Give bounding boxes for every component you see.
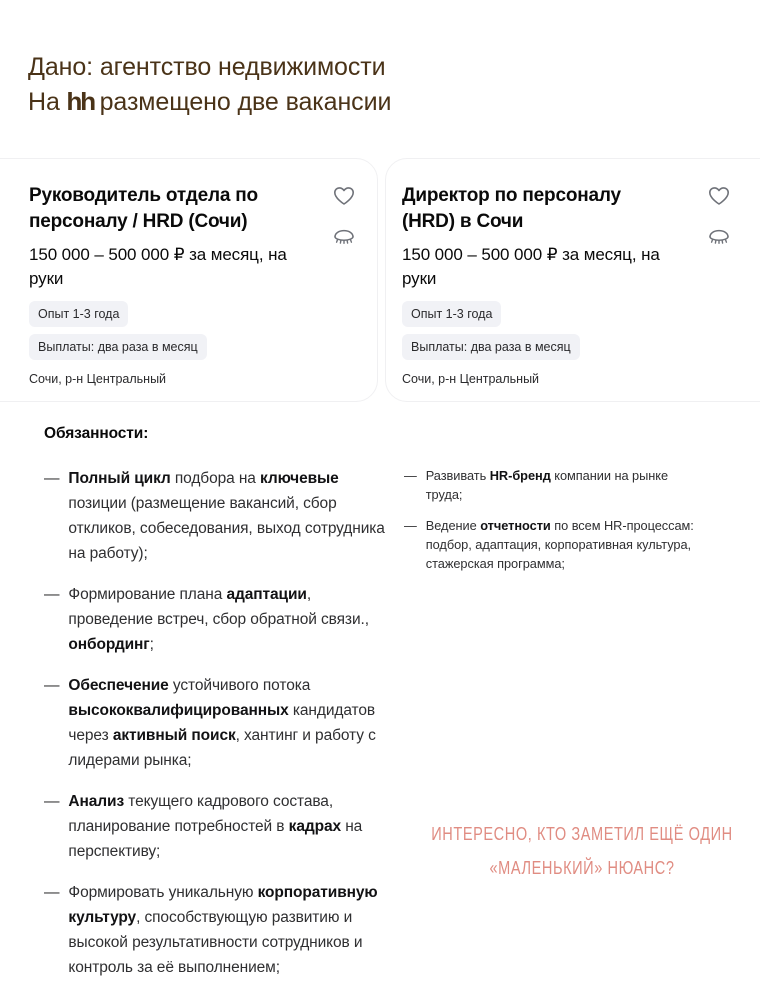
- vacancy-card-2-content: [386, 159, 760, 401]
- responsibilities-left-column: [44, 466, 396, 996]
- vacancy-title[interactable]: Директор по персоналу (HRD) в Сочи: [402, 185, 621, 232]
- annotation-line-1: ИНТЕРЕСНО, КТО ЗАМЕТИЛ ЕЩЁ ОДИН: [431, 824, 733, 845]
- hh-logo: hh: [65, 88, 94, 116]
- vacancy-card-1-actions: [331, 183, 357, 249]
- vacancy-location: Сочи, р-н Центральный: [402, 372, 540, 386]
- bullet-dash: —: [44, 470, 60, 487]
- bullet-text: Ведение отчетности по всем HR-процессам: подбор, адаптация, корпоративная культура, стажерская программа;: [425, 518, 694, 571]
- vacancy-location: Сочи, р-н Центральный: [29, 372, 167, 386]
- page-header: [28, 50, 391, 120]
- annotation-line-2: «МАЛЕНЬКИЙ» НЮАНС?: [489, 858, 675, 879]
- heart-icon[interactable]: [331, 183, 357, 209]
- responsibility-left-item: [44, 673, 396, 773]
- bullet-text: Обеспечение устойчивого потока высококвалифицированных кандидатов через активный поиск, хантинг и работу с лидерами рынка;: [68, 677, 376, 769]
- header-line-1: Дано: агентство недвижимости: [28, 53, 386, 81]
- responsibility-left-item: [44, 880, 396, 980]
- vacancy-cards-row: [0, 158, 760, 402]
- vacancy-salary: 150 000 – 500 000 ₽ за месяц, на руки: [29, 245, 287, 288]
- bullet-dash: —: [44, 677, 60, 694]
- header-line-2-after: размещено две вакансии: [92, 88, 392, 116]
- vacancy-tags: [402, 301, 730, 367]
- eye-crossed-icon[interactable]: [706, 223, 732, 249]
- vacancy-tag-experience: Опыт 1-3 года: [402, 301, 501, 327]
- bullet-text: Анализ текущего кадрового состава, планирование потребностей в кадрах на перспективу;: [68, 793, 363, 860]
- bullet-dash: —: [44, 586, 60, 603]
- vacancy-salary: 150 000 – 500 000 ₽ за месяц, на руки: [402, 245, 660, 288]
- vacancy-card-2-actions: [706, 183, 732, 249]
- bullet-text: Развивать HR-бренд компании на рынке труда;: [425, 468, 669, 502]
- bullet-text: Полный цикл подбора на ключевые позиции (размещение вакансий, сбор откликов, собеседования, выход сотрудника на работу);: [68, 470, 385, 562]
- bullet-dash: —: [404, 518, 417, 533]
- responsibilities-right-column: [404, 466, 704, 585]
- bullet-text: Формирование плана адаптации, проведение встреч, сбор обратной связи., онбординг;: [68, 586, 369, 653]
- handwritten-annotation: [422, 818, 742, 886]
- responsibility-left-item: [44, 789, 396, 864]
- responsibility-left-item: [44, 582, 396, 657]
- vacancy-tag-experience: Опыт 1-3 года: [29, 301, 128, 327]
- vacancy-card-2[interactable]: [385, 158, 760, 402]
- vacancy-tag-payments: Выплаты: два раза в месяц: [29, 334, 207, 360]
- header-line-2: [28, 85, 391, 120]
- vacancy-title[interactable]: Руководитель отдела по персоналу / HRD (Сочи): [29, 185, 258, 232]
- responsibility-left-item: [44, 466, 396, 566]
- bullet-dash: —: [44, 793, 60, 810]
- vacancy-tag-payments: Выплаты: два раза в месяц: [402, 334, 580, 360]
- responsibility-right-item: [404, 516, 704, 573]
- header-line-2-before: На: [28, 88, 67, 116]
- responsibilities-heading: Обязанности:: [44, 425, 149, 442]
- responsibility-right-item: [404, 466, 704, 504]
- vacancy-card-1-content: [0, 159, 377, 401]
- bullet-dash: —: [404, 468, 417, 483]
- vacancy-card-1[interactable]: [0, 158, 378, 402]
- vacancy-tags: [29, 301, 355, 367]
- eye-crossed-icon[interactable]: [331, 223, 357, 249]
- bullet-dash: —: [44, 884, 60, 901]
- heart-icon[interactable]: [706, 183, 732, 209]
- bullet-text: Формировать уникальную корпоративную культуру, способствующую развитию и высокой результативности сотрудников и контроль за её выполнением;: [68, 884, 378, 976]
